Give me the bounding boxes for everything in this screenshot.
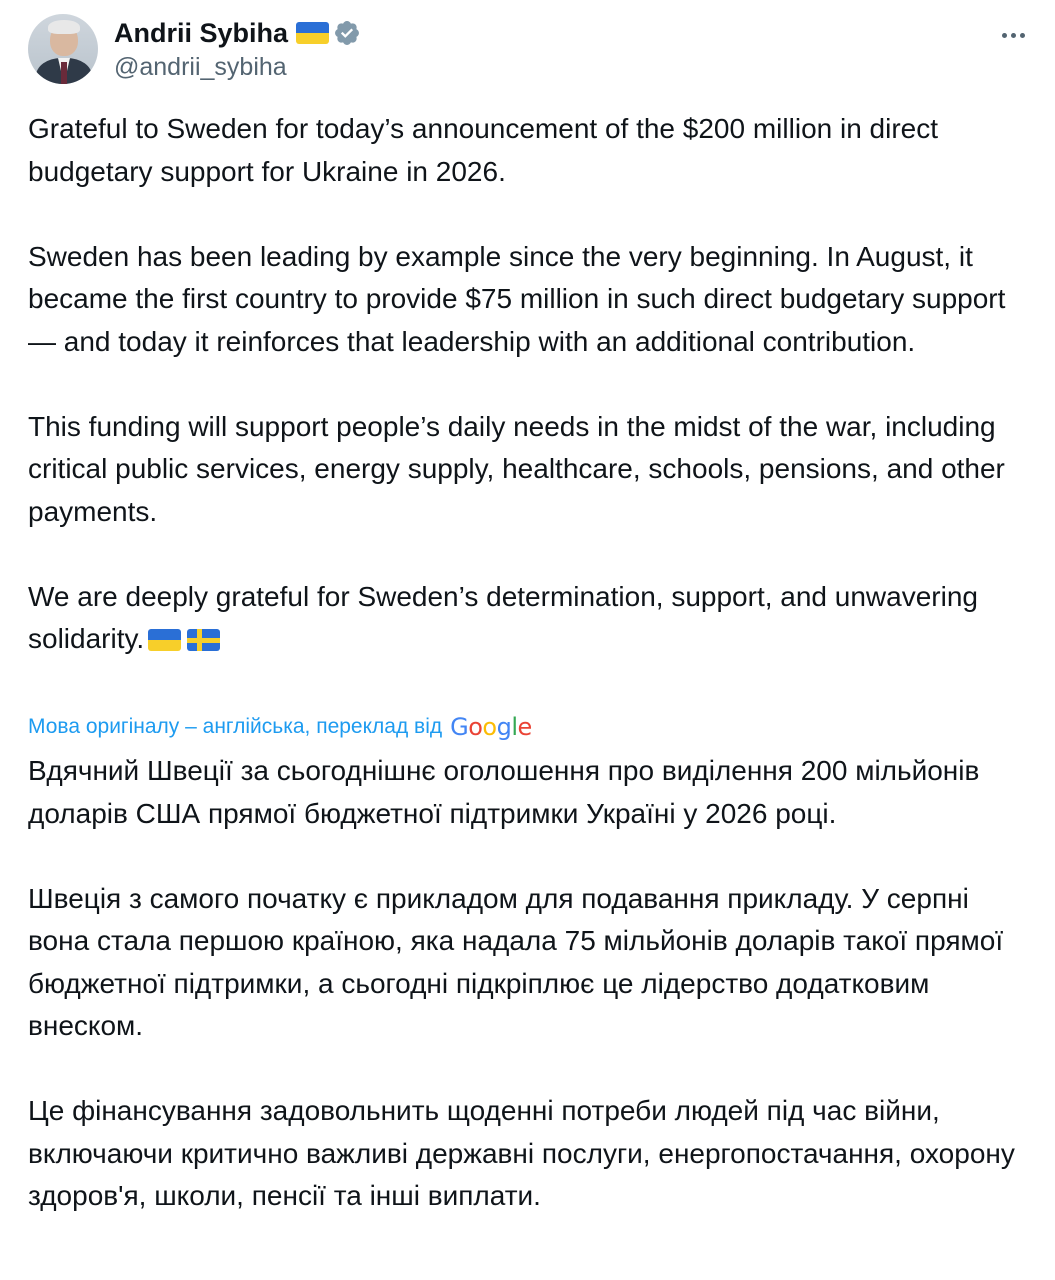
tweet-header bbox=[28, 12, 1033, 86]
sweden-flag-icon bbox=[187, 629, 220, 651]
translated-text: Вдячний Швеції за сьогоднішнє оголошення про виділення 200 мільйонів доларів США прямої бюджетної підтримки Україні у 2026 році. Швеція з самого початку є прикладом для подавання прикладу. У серпні вона стала першою країною, яка надала 75 мільйонів доларів такої прямої бюджетної підтримки, а сьогодні підкріплює це лідерство додатковим внеском. Це фінансування задовольнить щоденні потреби людей під час війни, включаючи критично важливі державні послуги, енергопостачання, охорону здоров'я, школи, пенсії та інші виплати. bbox=[28, 755, 1015, 1211]
translation-note[interactable] bbox=[28, 712, 532, 742]
tweet-text bbox=[28, 108, 1031, 661]
google-logo: Google bbox=[450, 713, 532, 741]
tweet-original-text: Grateful to Sweden for today’s announcement of the $200 million in direct budgetary support for Ukraine in 2026. Sweden has been leading by example since the very beginning. In August, it became the first country to provide $75 million in such direct budgetary support— and today it reinforces that leadership with an additional contribution. This funding will support people’s daily needs in the midst of the war, including critical public services, energy supply, healthcare, schools, pensions, and other payments. We are deeply grateful for Sweden’s determination, support, and unwavering solidarity. bbox=[28, 113, 1006, 654]
translation-note-label: Мова оригіналу – англійська, переклад від bbox=[28, 715, 443, 738]
verified-badge-icon[interactable] bbox=[333, 19, 361, 47]
author-handle[interactable]: @andrii_sybiha bbox=[114, 53, 287, 81]
author-display-name[interactable]: Andrii Sybiha bbox=[114, 17, 289, 48]
ukraine-flag-icon bbox=[296, 22, 329, 44]
inline-flags bbox=[148, 629, 220, 651]
ukraine-flag-icon bbox=[148, 629, 181, 651]
author-names bbox=[114, 15, 361, 83]
avatar[interactable] bbox=[28, 14, 98, 84]
more-options-icon[interactable] bbox=[993, 20, 1033, 50]
